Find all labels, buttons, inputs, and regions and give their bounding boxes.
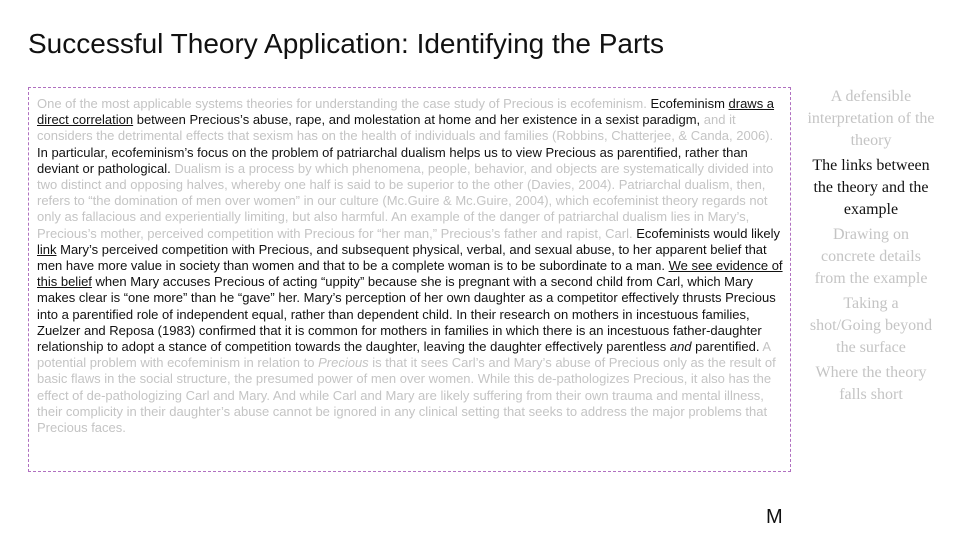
highlighted-text-segment: In particular, ecofeminism’s focus on the problem of patriarchal dualism helps us to view Precious as parentified, rather than deviant or pathological. [37,144,748,176]
highlighted-text-segment: parentified. [691,339,763,355]
highlighted-text-segment: Mary’s perceived competition with Precious, and subsequent physical, verbal, and sexual abuse, to her apparent belief that men have more value in society than women and that to be a complete woman is to be subordinate to a man. [37,241,767,274]
stray-letter: M [766,506,783,528]
faded-text-segment: and it considers the detrimental effects that sexism has on the health of individuals and families (Robbins, Chatterjee, & Canda, 2006). [37,112,774,144]
criteria-item: Taking a shot/Going beyond the surface [809,295,933,356]
criteria-list [806,86,936,409]
faded-text-segment: is that it sees Carl’s and Mary’s abuse of Precious only as the result of basic flaws in the social structure, the presumed power of men over women. While this de-pathologizes Precious, it also has the effect of de-pathologizing Carl and Mary. And while Carl and Mary are likely suffering from their own trauma and mental illness, their complicity in their daughter’s abuse cannot be ignored in any clinical setting that seeks to address the major problems that Precious faces. [37,355,776,436]
slide-title: Successful Theory Application: Identifying the Parts [28,28,665,59]
highlighted-text-segment: link [37,241,57,257]
criteria-item: Where the theory falls short [815,364,927,403]
criteria-item: Drawing on concrete details from the example [814,226,928,287]
text-box[interactable] [28,87,791,472]
highlighted-text-segment: and [669,339,692,355]
highlighted-text-segment: Ecofeminists would likely [636,225,781,241]
faded-text-segment: Dualism is a process by which phenomena, people, behavior, and objects are systematically divided into two distinct and opposing halves, whereby one half is said to be superior to the other (Davies, 2004). Patriarchal dualism, then, refers to “the domination of men over women” in our culture (Mc.Guire & Mc.Guire, 2004), which ecofeminist theory regards not only as fallacious and experientially limiting, but also harmful. An example of the danger of patriarchal dualism lies in Mary’s, Precious’s mother, perceived competition with Precious for “her man,” Precious’s father and rapist, Carl. [37,160,774,241]
highlighted-text-segment: We see evidence of this belief [37,258,783,290]
faded-text-segment: One of the most applicable systems theories for understanding the case study of Precious is ecofeminism. [37,96,651,111]
highlighted-text-segment: draws a direct correlation [37,96,775,128]
highlighted-text-segment: Ecofeminism [650,96,729,111]
case-study-paragraph [37,96,785,436]
criteria-item: A defensible interpretation of the theory [807,88,935,149]
highlighted-text-segment: when Mary accuses Precious of acting “uppity” because she is pregnant with a second child from Carl, which Mary makes clear is “one more” than he “gave” her. Mary’s perception of her own daughter as a competitor effectively thrusts Precious into a parentified role of independent equal, rather than dependent child. In their research on mothers in incestuous families, Zuelzer and Reposa (1983) confirmed that it is common for mothers in families in which there is an incestuous father-daughter relationship to adopt a stance of competition towards the daughter, leaving the daughter effectively parentless [37,274,776,355]
highlighted-text-segment: between Precious’s abuse, rape, and molestation at home and her existence in a sexist paradigm, [133,112,704,128]
criteria-item: The links between the theory and the example [812,157,930,218]
faded-text-segment: Precious [318,355,369,371]
faded-text-segment: A potential problem with ecofeminism in relation to [37,339,771,371]
